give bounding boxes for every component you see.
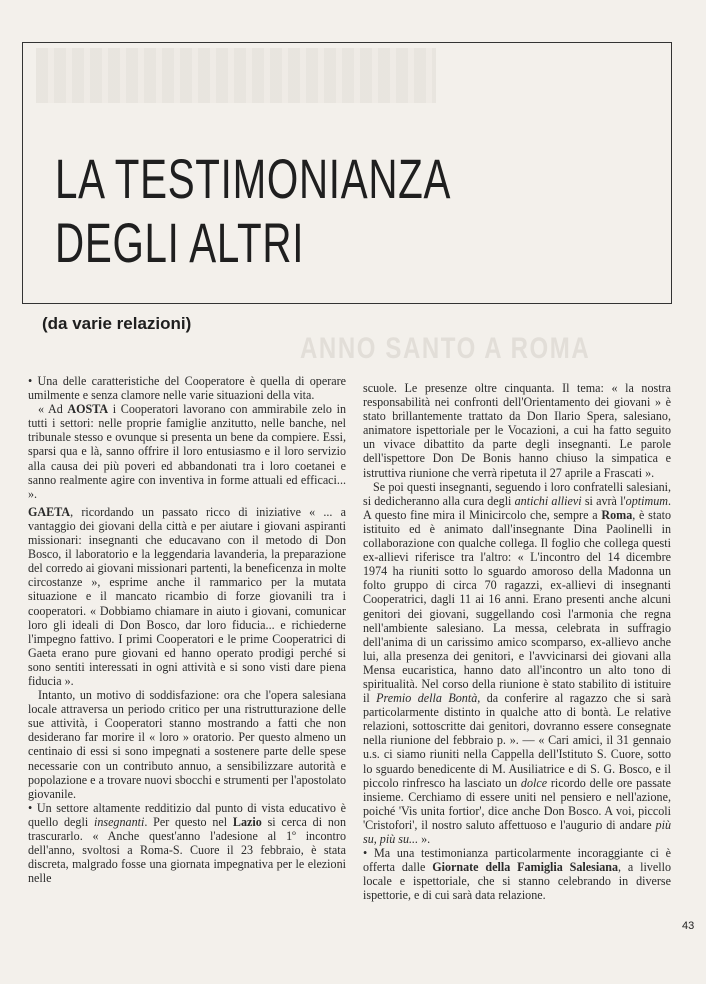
- article-column-left: [28, 374, 346, 885]
- place-roma: Roma: [601, 507, 633, 522]
- bleed-through-text: ANNO SANTO A ROMA: [300, 332, 591, 365]
- place-lazio: Lazio: [232, 814, 262, 829]
- paragraph-famiglia: • Ma una testimonianza particolarmente incoraggiante ci è offerta dalle Giornate della Famiglia Salesiana, a livello locale e ispettoriale, che si stanno celebrando in diverse ispettorie, e di cui sarà data relazione.: [363, 846, 671, 903]
- paragraph: Intanto, un motivo di soddisfazione: ora che l'opera salesiana locale attraversa un periodo critico per una ristrutturazione delle sue attività, i Cooperatori stanno mostrando a fatti che non desiderano far morire il « loro » oratorio. Per questo almeno un centinaio di essi si sono impegnati a sostenere parte delle spese necessarie con un contributo annuo, a sensibilizzare autorità e popolazione e a trovare nuovi sbocchi e strumenti per l'apostolato giovanile.: [28, 688, 346, 801]
- subtitle: (da varie relazioni): [42, 314, 192, 333]
- paragraph-lazio: • Un settore altamente redditizio dal punto di vista educativo è quello degli insegnanti. Per questo nel Lazio si cerca di non trascurarlo. « Anche quest'anno l'adesione al 1º incontro dell'anno, svoltosi a Roma-S. Cuore il 23 febbraio, è stata discreta, malgrado fosse una giornata impegnativa per le elezioni nelle: [28, 800, 346, 886]
- place-aosta: AOSTA: [67, 402, 109, 417]
- paragraph: scuole. Le presenze oltre cinquanta. Il tema: « la nostra responsabilità nei confronti dell'Orientamento dei giovani » è stato brillantemente trattato da Don Ilario Spera, salesiano, animatore ispettoriale per le Vocazioni, a cui ha fatto seguito un vivace dibattito da parte degli insegnanti. Le parole dell'ispettore Don De Bonis hanno chiuso la simpatica e istruttiva riunione che verrà ripetuta il 27 aprile a Frascati ».: [363, 381, 671, 480]
- paragraph-roma: Se poi questi insegnanti, seguendo i loro confratelli salesiani, si dedicheranno alla cura degli antichi allievi si avrà l'optimum. A questo fine mira il Minicircolo che, sempre a Roma, è stato istituito ed è animato dall'insegnante Dina Paolinelli in collaborazione con qualche collega. Il foglio che collega questi ex-allievi riferisce tra l'altro: « L'incontro del 14 dicembre 1974 ha riuniti sotto lo sguardo amoroso della Madonna un folto gruppo di circa 70 ragazzi, ex-allievi di insegnanti Cooperatrici, dagli 11 ai 16 anni. Erano presenti anche alcuni genitori dei giovani, suggellando così l'armonia che regna nell'ambiente salesiano. La messa, celebrata in suffragio dell'anima di un carissimo amico scomparso, ex-allievo anche lui, alla presenza dei genitori, e l'avvicinarsi dei giovani alla Mensa eucaristica, hanno dato all'incontro un alto tono di spiritualità. Nel corso della riunione è stato stabilito di istituire il Premio della Bontà, da conferire al ragazzo che si sarà particolarmente distinto in qualche atto di bontà. Le relative relazioni, sottoscritte dai genitori, dovranno essere consegnate nella riunione del febbraio p. ». — « Cari amici, il 31 gennaio u.s. ci siamo riuniti nella Cappella dell'Istituto S. Cuore, sotto lo sguardo benedicente di M. Ausiliatrice e di S. G. Bosco, e il piccolo rinfresco ha lasciato un dolce ricordo delle ore passate insieme. Cerchiamo di essere uniti nel pensiero e nell'azione, poiché 'Vis unita fortior', dice anche Don Bosco. A voi, piccoli 'Cristofori', il nostro saluto affettuoso e l'augurio di andare più su, più su... ».: [363, 479, 672, 846]
- title-box: [22, 42, 672, 304]
- title-line-1: LA TESTIMONIANZA: [55, 147, 452, 210]
- paragraph-aosta: « Ad AOSTA i Cooperatori lavorano con ammirabile zelo in tutti i settori: nelle proprie famiglie anzitutto, nelle banche, nel tribunale stesso e ovunque si presenta un bene da compiere. Essi, sparsi qua e là, sanno offrire il loro entusiasmo e il loro servizio alla causa dei più poveri ed abbandonati tra i loro coetanei e sanno realmente agire con inventiva in forme attuali ed efficaci... ».: [28, 402, 346, 501]
- page-number: 43: [682, 920, 695, 932]
- place-gaeta: GAETA: [28, 504, 71, 519]
- article-column-right: [363, 381, 671, 902]
- title-line-2: DEGLI ALTRI: [55, 211, 305, 274]
- paragraph-gaeta: GAETA, ricordando un passato ricco di iniziative « ... a vantaggio dei giovani della città e per aiutare i giovani aspiranti missionari: insegnanti che educavano con il metodo di Don Bosco, il laboratorio e la leggendaria lavanderia, la preparazione del corredo ai giovani missionari partenti, la beneficenza in molte circostanze », esprime anche il rammarico per la mutata situazione e il mancato ricambio di forze giovanili tra i cooperatori. « Dobbiamo chiamare in aiuto i giovani, comunicar loro gli ideali di Don Bosco, dar loro fiducia... e richiederne l'impegno fattivo. I primi Cooperatori e le prime Cooperatrici di Gaeta erano pure giovani ed hanno operato prodigi perché si sono sentiti interessati in ogni attività e si sono visti dare piena fiducia ».: [28, 504, 346, 688]
- paragraph: • Una delle caratteristiche del Cooperatore è quella di operare umilmente e senza clamore nelle varie situazioni della vita.: [28, 374, 346, 403]
